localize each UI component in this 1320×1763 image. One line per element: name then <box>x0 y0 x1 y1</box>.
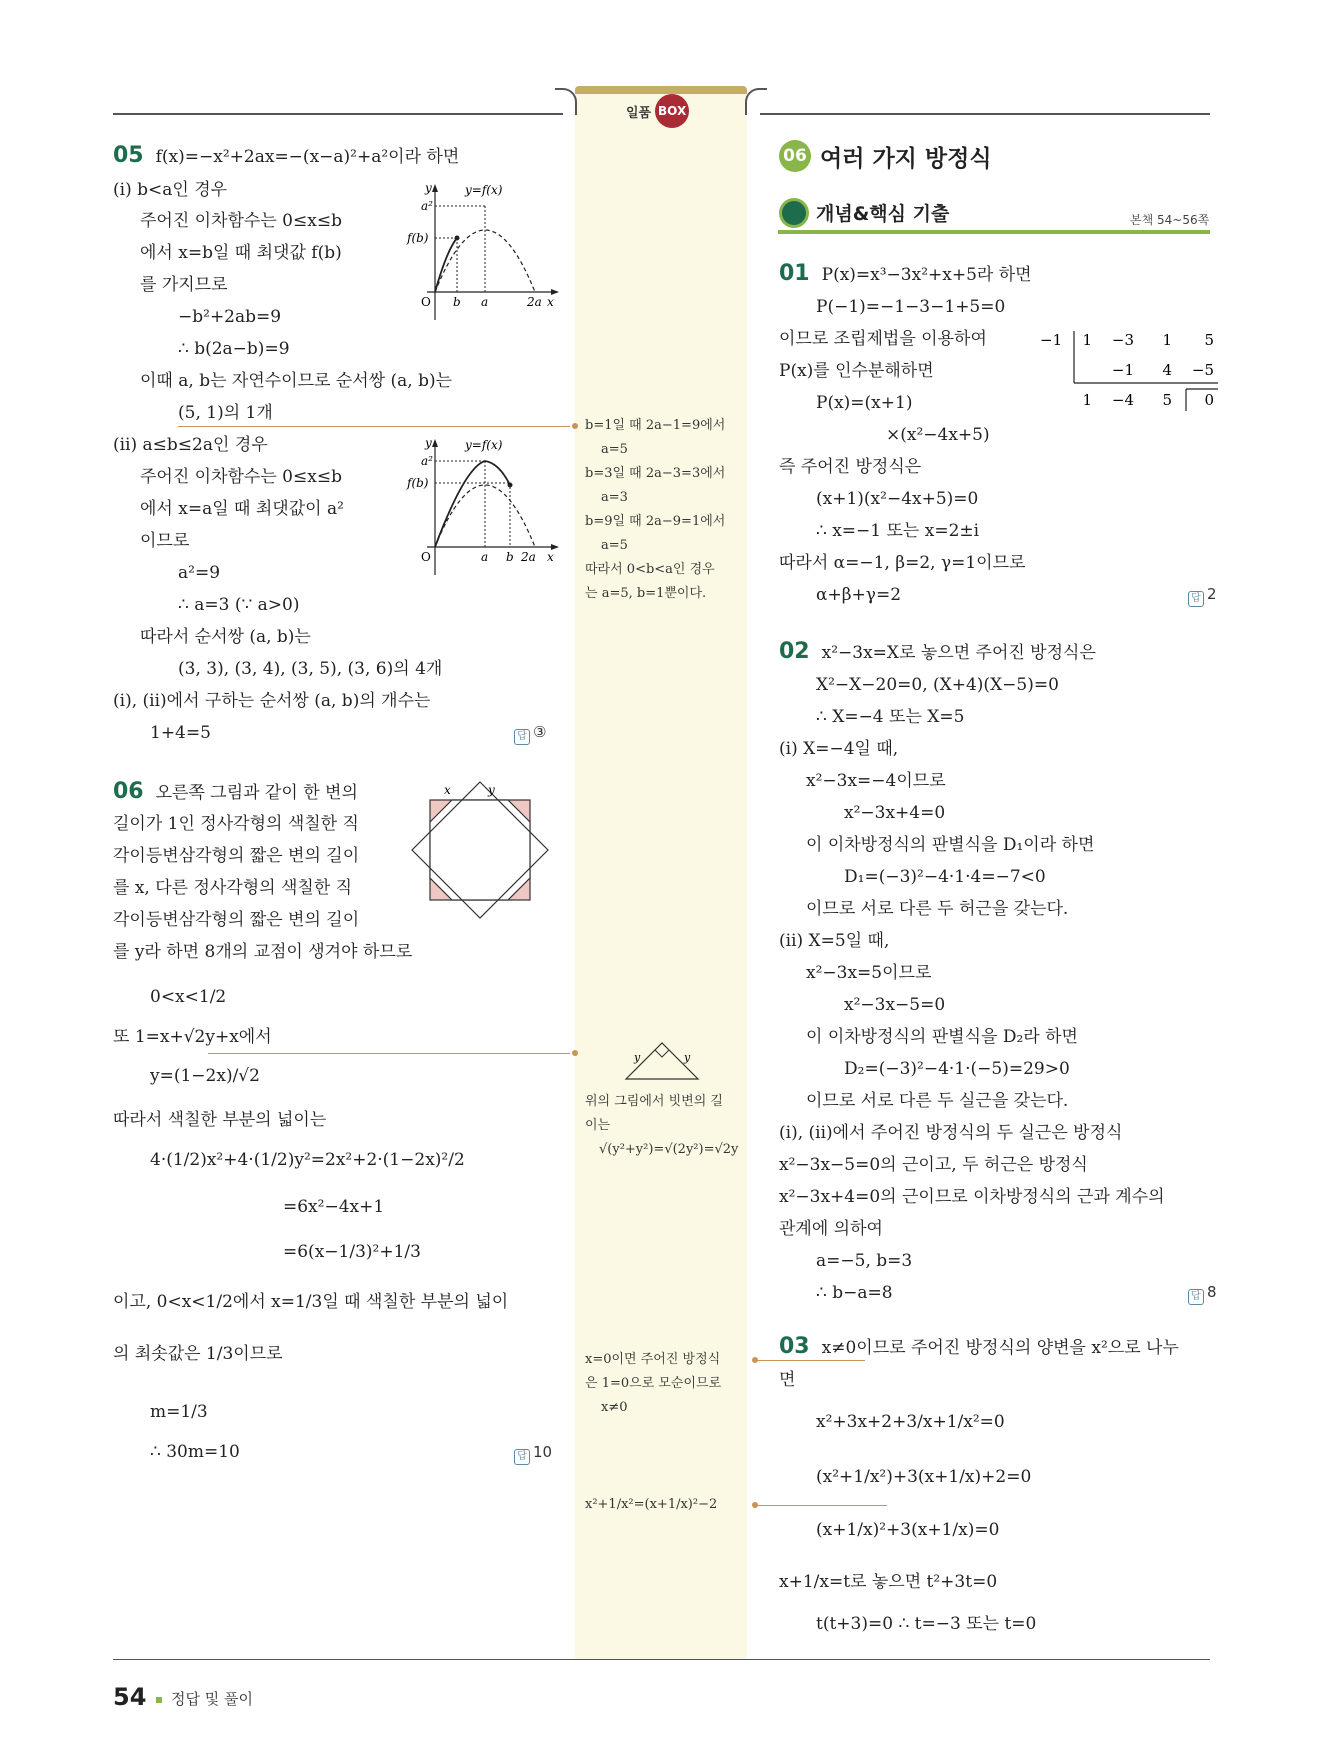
note-3: x=0이면 주어진 방정식 은 1=0으로 모순이므로 x≠0 <box>585 1352 722 1415</box>
p06-line-11: =6x²−4x+1 <box>283 1197 385 1217</box>
p06-line-4: 각이등변삼각형의 짧은 변의 길이 <box>113 910 360 930</box>
p02-line-17: x²−3x+4=0의 근이므로 이차방정식의 근과 계수의 <box>779 1187 1165 1207</box>
p01-line-8: ∴ x=−1 또는 x=2±i <box>816 521 980 541</box>
p03-line-0: 03 x≠0이므로 주어진 방정식의 양변을 x²으로 나누 <box>779 1334 1179 1359</box>
p05-line-1: (ⅰ) b<a인 경우 <box>113 180 228 200</box>
p06-line-9: 따라서 색칠한 부분의 넓이는 <box>113 1110 327 1130</box>
p01-line-6: 즉 주어진 방정식은 <box>779 457 922 477</box>
p06-line-10: 4·(1/2)x²+4·(1/2)y²=2x²+2·(1−2x)²/2 <box>150 1150 465 1170</box>
note4-connector <box>755 1505 887 1506</box>
p02-line-2: ∴ X=−4 또는 X=5 <box>816 707 965 727</box>
p05-line-13: a²=9 <box>178 563 221 583</box>
header-tab <box>575 86 747 94</box>
p05-line-0: 05 f(x)=−x²+2ax=−(x−a)²+a²이라 하면 <box>113 143 460 168</box>
synth-r3-c4: 0 <box>1204 391 1214 409</box>
p06-line-16: ∴ 30m=10 <box>150 1442 240 1462</box>
p03-line-4: (x+1/x)²+3(x+1/x)=0 <box>816 1520 1000 1540</box>
p05-line-16: (3, 3), (3, 4), (3, 5), (3, 6)의 4개 <box>178 659 443 679</box>
section-number-badge: 06 <box>779 140 811 172</box>
p03-line-5: x+1/x=t로 놓으면 t²+3t=0 <box>779 1572 998 1592</box>
graph2-fb-label: f(b) <box>407 476 429 490</box>
p02-line-12: 이 이차방정식의 판별식을 D₂라 하면 <box>806 1027 1078 1047</box>
p02-line-16: x²−3x−5=0의 근이고, 두 허근은 방정식 <box>779 1155 1088 1175</box>
p02-line-13: D₂=(−3)²−4·1·(−5)=29>0 <box>844 1059 1070 1079</box>
graph1-a2-label: a² <box>421 199 433 213</box>
answer-icon: 답 <box>1188 1289 1204 1305</box>
concept-title: 개념&핵심 기출 <box>816 203 950 225</box>
graph2-a2-label: a² <box>421 454 433 468</box>
note-2: 위의 그림에서 빗변의 길 이는 √(y²+y²)=√(2y²)=√2y <box>585 1094 739 1157</box>
graph2-fn-label: y=f(x) <box>465 438 503 452</box>
p06-figure <box>410 778 550 913</box>
note3-connector <box>755 1360 865 1361</box>
graph2-origin-label: O <box>421 550 431 564</box>
brand-text: 일품 <box>626 105 652 121</box>
note2-dot <box>572 1050 578 1056</box>
p02-line-6: 이 이차방정식의 판별식을 D₁이라 하면 <box>806 835 1095 855</box>
note-4: x²+1/x²=(x+1/x)²−2 <box>585 1497 718 1512</box>
p05-line-18: 1+4=5 <box>150 723 211 743</box>
header-brand <box>626 94 689 128</box>
p02-line-20: ∴ b−a=8 <box>816 1283 893 1303</box>
graph1-tick-2a: 2a <box>527 295 542 309</box>
note-1: b=1일 때 2a−1=9에서 a=5 b=3일 때 2a−3=3에서 a=3 b=9일 때 2a−9=1에서 a=5 따라서 0<b<a인 경우 는 a=5, b=1뿐이다. <box>585 418 726 601</box>
p01-line-3: P(x)를 인수분해하면 <box>779 361 934 381</box>
page-number: 54 <box>113 1683 147 1711</box>
p02-line-10: x²−3x=5이므로 <box>806 963 932 983</box>
synth-r3-c3: 5 <box>1162 391 1172 409</box>
p01-line-1: P(−1)=−1−3−1+5=0 <box>816 297 1006 317</box>
p03-line-6: t(t+3)=0 ∴ t=−3 또는 t=0 <box>816 1614 1037 1634</box>
p06-line-7: 또 1=x+√2y+x에서 <box>113 1027 272 1047</box>
p05-line-9: (ⅱ) a≤b≤2a인 경우 <box>113 435 268 455</box>
p02-line-15: (ⅰ), (ⅱ)에서 주어진 방정식의 두 실근은 방정식 <box>779 1123 1123 1143</box>
p06-line-5: 를 y라 하면 8개의 교점이 생겨야 하므로 <box>113 942 413 962</box>
page-separator <box>156 1697 162 1703</box>
p05-line-5: −b²+2ab=9 <box>178 307 282 327</box>
p06-line-2: 각이등변삼각형의 짧은 변의 길이 <box>113 846 360 866</box>
p01-line-10: α+β+γ=2 <box>816 585 902 605</box>
p01-line-0: 01 P(x)=x³−3x²+x+5라 하면 <box>779 261 1032 286</box>
p03-line-3: (x²+1/x²)+3(x+1/x)+2=0 <box>816 1467 1032 1487</box>
p06-line-0: 06 오른쪽 그림과 같이 한 변의 <box>113 779 358 804</box>
p01-line-7: (x+1)(x²−4x+5)=0 <box>816 489 979 509</box>
p03-line-2: x²+3x+2+3/x+1/x²=0 <box>816 1412 1005 1432</box>
header-rule-left <box>113 113 563 115</box>
graph2-x-label: x <box>547 550 554 564</box>
p05-line-7: 이때 a, b는 자연수이므로 순서쌍 (a, b)는 <box>140 371 453 391</box>
p05-graph-2 <box>407 435 560 585</box>
p01-answer: 답 2 <box>1188 585 1217 607</box>
synth-r1-c3: 1 <box>1162 331 1172 349</box>
p05-line-8: (5, 1)의 1개 <box>178 403 273 423</box>
p05-line-12: 이므로 <box>140 531 190 551</box>
graph1-x-label: x <box>547 295 554 309</box>
p06-line-3: 를 x, 다른 정사각형의 색칠한 직 <box>113 878 353 898</box>
header-tab-curve-right <box>745 88 767 115</box>
synth-r1-c1: 1 <box>1082 331 1092 349</box>
p01-line-2: 이므로 조립제법을 이용하여 <box>779 329 987 349</box>
p02-line-3: (ⅰ) X=−4일 때, <box>779 739 899 759</box>
p06-line-12: =6(x−1/3)²+1/3 <box>283 1242 421 1262</box>
synthetic-division <box>1040 325 1218 415</box>
box-badge: BOX <box>655 94 689 128</box>
header-rule-right <box>760 113 1210 115</box>
graph1-y-label: y <box>425 181 432 195</box>
graph2-y-label: y <box>425 436 432 450</box>
synth-r3-c1: 1 <box>1082 391 1092 409</box>
p01-line-9: 따라서 α=−1, β=2, γ=1이므로 <box>779 553 1026 573</box>
note1-dot <box>572 423 578 429</box>
p06-line-15: m=1/3 <box>150 1402 208 1422</box>
p01-number: 01 <box>779 261 810 286</box>
answer-icon: 답 <box>514 1449 530 1465</box>
p02-line-0: 02 x²−3x=X로 놓으면 주어진 방정식은 <box>779 639 1096 664</box>
p06-line-1: 길이가 1인 정사각형의 색칠한 직 <box>113 814 359 834</box>
p03-number: 03 <box>779 1334 810 1359</box>
synth-r2-c2: −1 <box>1111 361 1134 379</box>
p05-line-11: 에서 x=a일 때 최댓값이 a² <box>140 499 344 519</box>
p02-answer: 답 8 <box>1188 1283 1217 1305</box>
p05-line-17: (ⅰ), (ⅱ)에서 구하는 순서쌍 (a, b)의 개수는 <box>113 691 431 711</box>
graph1-tick-b: b <box>453 295 461 309</box>
p02-line-4: x²−3x=−4이므로 <box>806 771 946 791</box>
synth-r1-c4: 5 <box>1204 331 1214 349</box>
p05-line-3: 에서 x=b일 때 최댓값 f(b) <box>140 243 342 263</box>
p05-graph-1 <box>407 180 560 330</box>
concept-icon <box>779 198 809 228</box>
answer-icon: 답 <box>514 729 530 745</box>
margin-column <box>575 94 747 1659</box>
footer-rule <box>113 1659 1210 1660</box>
graph2-tick-a: a <box>481 550 489 564</box>
p05-line-14: ∴ a=3 (∵ a>0) <box>178 595 300 615</box>
graph1-origin-label: O <box>421 295 431 309</box>
p06-line-14: 의 최솟값은 1/3이므로 <box>113 1344 283 1364</box>
p06-answer: 답 10 <box>514 1443 552 1465</box>
p05-line-15: 따라서 순서쌍 (a, b)는 <box>140 627 311 647</box>
p05-answer: 답 ③ <box>514 723 546 745</box>
concept-page-ref: 본책 54~56쪽 <box>1130 213 1210 227</box>
p06-fig-x-label: x <box>444 783 451 797</box>
note2-fig-y-left: y <box>634 1051 641 1064</box>
p02-line-11: x²−3x−5=0 <box>844 995 946 1015</box>
answer-icon: 답 <box>1188 591 1204 607</box>
concept-bar <box>778 230 1210 234</box>
section-title: 여러 가지 방정식 <box>820 146 992 172</box>
p02-line-5: x²−3x+4=0 <box>844 803 946 823</box>
graph2-tick-b: b <box>506 550 514 564</box>
note2-figure <box>622 1035 702 1085</box>
page-label: 정답 및 풀이 <box>171 1690 253 1708</box>
synth-r1-c2: −3 <box>1111 331 1134 349</box>
p06-note-connector <box>208 1053 570 1054</box>
p02-number: 02 <box>779 639 810 664</box>
p06-line-13: 이고, 0<x<1/2에서 x=1/3일 때 색칠한 부분의 넓이 <box>113 1292 509 1312</box>
p02-line-9: (ⅱ) X=5일 때, <box>779 931 890 951</box>
graph1-fb-label: f(b) <box>407 231 429 245</box>
p01-line-4: P(x)=(x+1) <box>816 393 913 413</box>
p06-fig-y-label: y <box>488 783 495 797</box>
synth-r2-c3: 4 <box>1162 361 1172 379</box>
synth-r2-c4: −5 <box>1191 361 1214 379</box>
p02-line-1: X²−X−20=0, (X+4)(X−5)=0 <box>816 675 1059 695</box>
p06-number: 06 <box>113 779 144 804</box>
p02-line-18: 관계에 의하여 <box>779 1219 883 1239</box>
p03-line-1: 면 <box>779 1370 796 1390</box>
graph1-fn-label: y=f(x) <box>465 183 503 197</box>
p02-line-14: 이므로 서로 다른 두 실근을 갖는다. <box>806 1091 1069 1111</box>
p02-line-19: a=−5, b=3 <box>816 1251 913 1271</box>
p05-line-10: 주어진 이차함수는 0≤x≤b <box>140 467 342 487</box>
p02-line-8: 이므로 서로 다른 두 허근을 갖는다. <box>806 899 1069 919</box>
graph1-tick-a: a <box>481 295 489 309</box>
p06-line-8: y=(1−2x)/√2 <box>150 1066 260 1086</box>
p05-number: 05 <box>113 143 144 168</box>
p05-line-6: ∴ b(2a−b)=9 <box>178 339 290 359</box>
p05-line-2: 주어진 이차함수는 0≤x≤b <box>140 211 342 231</box>
note2-fig-y-right: y <box>684 1051 691 1064</box>
synth-divisor: −1 <box>1040 331 1063 349</box>
p06-line-6: 0<x<1/2 <box>150 987 227 1007</box>
graph2-tick-2a: 2a <box>521 550 536 564</box>
p02-line-7: D₁=(−3)²−4·1·4=−7<0 <box>844 867 1046 887</box>
header-tab-curve-left <box>555 88 577 115</box>
p01-line-5: ×(x²−4x+5) <box>886 425 990 445</box>
p05-line-4: 를 가지므로 <box>140 275 228 295</box>
synth-r3-c2: −4 <box>1111 391 1134 409</box>
p05-note-connector <box>178 426 570 427</box>
